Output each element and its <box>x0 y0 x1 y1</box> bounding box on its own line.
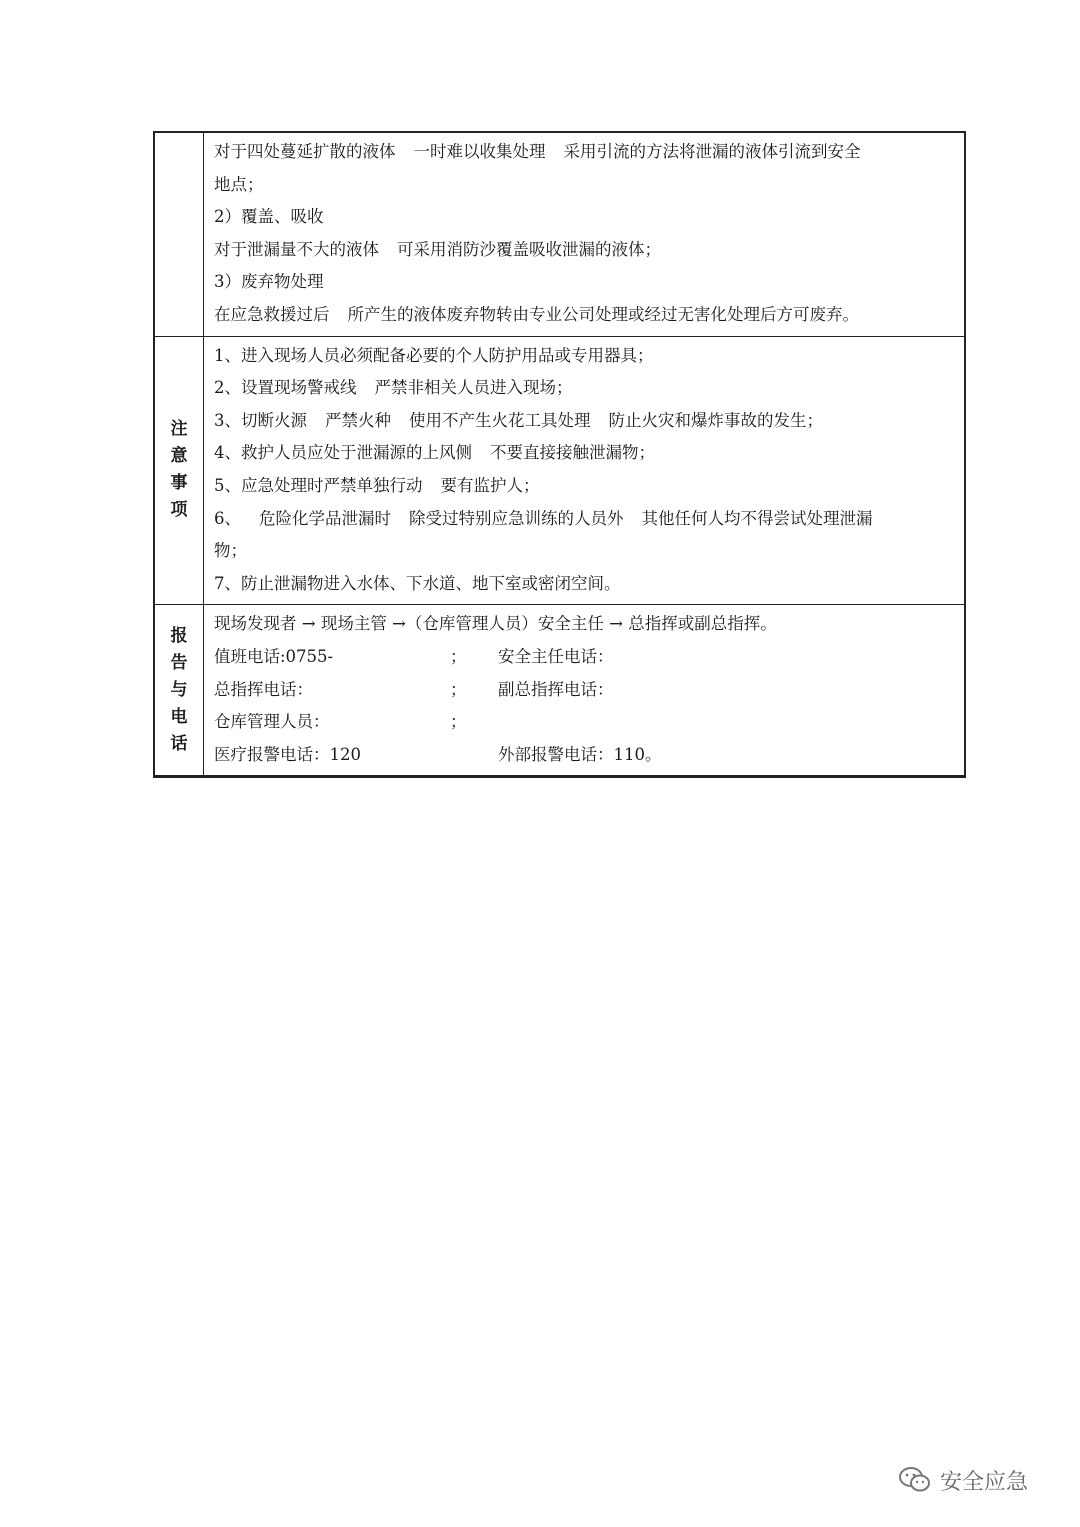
phone-line <box>214 739 956 772</box>
disposal-row <box>154 132 965 336</box>
phone-separator: ； <box>450 646 467 666</box>
phone-line <box>214 641 956 674</box>
precautions-cell <box>204 336 966 605</box>
text-line <box>214 299 956 332</box>
text-segment: 地点； <box>214 174 264 194</box>
text-line <box>214 340 956 373</box>
text-segment: 严禁非相关人员进入现场； <box>374 378 573 398</box>
watermark-text: 安全应急 <box>940 1469 1029 1495</box>
text-segment: 严禁火种 <box>325 410 391 430</box>
text-line <box>214 503 956 536</box>
text-line <box>214 470 956 503</box>
precautions-row <box>154 336 965 605</box>
text-segment: 采用引流的方法将泄漏的液体引流到安全 <box>563 142 861 161</box>
text-line <box>214 372 956 405</box>
phone-label-left: 值班电话:0755- <box>214 646 334 666</box>
text-line <box>214 437 956 470</box>
text-line <box>214 568 956 601</box>
text-line <box>214 405 956 438</box>
text-segment: 4、救护人员应处于泄漏源的上风侧 <box>214 443 472 463</box>
text-segment: 2、设置现场警戒线 <box>214 378 357 398</box>
text-segment: 7、防止泄漏物进入水体、下水道、地下室或密闭空间。 <box>214 573 621 593</box>
text-segment: 对于泄漏量不大的液体 <box>214 239 379 259</box>
phone-label-right: 安全主任电话： <box>498 646 614 666</box>
phone-label-left: 总指挥电话： <box>214 679 313 699</box>
text-segment: 危险化学品泄漏时 <box>259 508 391 528</box>
text-line <box>214 535 956 568</box>
text-segment: 物； <box>214 541 247 561</box>
phone-line <box>214 706 956 739</box>
text-segment: 一时难以收集处理 <box>413 142 546 161</box>
text-line <box>214 266 956 299</box>
text-segment: 5、应急处理时严禁单独行动 <box>214 475 423 495</box>
phone-label-right: 外部报警电话：110。 <box>498 744 662 764</box>
precautions-label-cell <box>154 336 204 605</box>
text-segment: 1、进入现场人员必须配备必要的个人防护用品或专用器具； <box>214 345 654 365</box>
text-segment: 对于四处蔓延扩散的液体 <box>214 142 396 161</box>
phone-separator: ； <box>450 679 467 699</box>
text-line <box>214 234 956 267</box>
text-segment: 6、 <box>214 508 241 528</box>
precautions-lines <box>214 340 956 601</box>
phone-label-right: 副总指挥电话： <box>498 679 614 699</box>
text-line <box>214 136 956 169</box>
watermark <box>898 1460 1028 1500</box>
text-segment: 所产生的液体废弃物转由专业公司处理或经过无害化处理后方可废弃。 <box>347 304 859 324</box>
report-flow: 现场发现者 → 现场主管 →（仓库管理人员）安全主任 → 总指挥或副总指挥。 <box>214 614 777 634</box>
text-segment: 要有监护人； <box>440 475 540 495</box>
report-row <box>154 605 965 777</box>
text-segment: 除受过特别应急训练的人员外 <box>409 508 624 528</box>
row-label-empty <box>154 132 204 336</box>
text-segment: 其他任何人均不得尝试处理泄漏 <box>641 508 873 528</box>
text-segment: 使用不产生火花工具处理 <box>409 410 591 430</box>
phone-label-left: 医疗报警电话：120 <box>214 744 361 764</box>
phone-line <box>214 674 956 707</box>
text-segment: 防止火灾和爆炸事故的发生； <box>608 410 823 430</box>
wechat-icon <box>898 1466 932 1494</box>
text-line <box>214 169 956 202</box>
precautions-label: 注意事项 <box>170 419 188 521</box>
text-segment: 可采用消防沙覆盖吸收泄漏的液体； <box>397 239 661 259</box>
phone-list <box>214 641 956 771</box>
text-segment: 3）废弃物处理 <box>214 272 324 292</box>
text-line <box>214 201 956 234</box>
text-segment: 3、切断火源 <box>214 410 307 430</box>
text-segment: 在应急救援过后 <box>214 304 330 324</box>
phone-label-left: 仓库管理人员： <box>214 712 330 732</box>
report-cell <box>204 605 966 777</box>
procedure-table <box>153 131 966 778</box>
report-label-cell <box>154 605 204 777</box>
report-label: 报告与电话 <box>170 625 188 754</box>
disposal-cell <box>204 132 966 336</box>
phone-separator <box>450 739 498 772</box>
phone-separator: ； <box>450 712 467 732</box>
text-segment: 不要直接接触泄漏物； <box>490 443 655 463</box>
disposal-lines <box>214 136 956 332</box>
text-segment: 2）覆盖、吸收 <box>214 207 324 227</box>
